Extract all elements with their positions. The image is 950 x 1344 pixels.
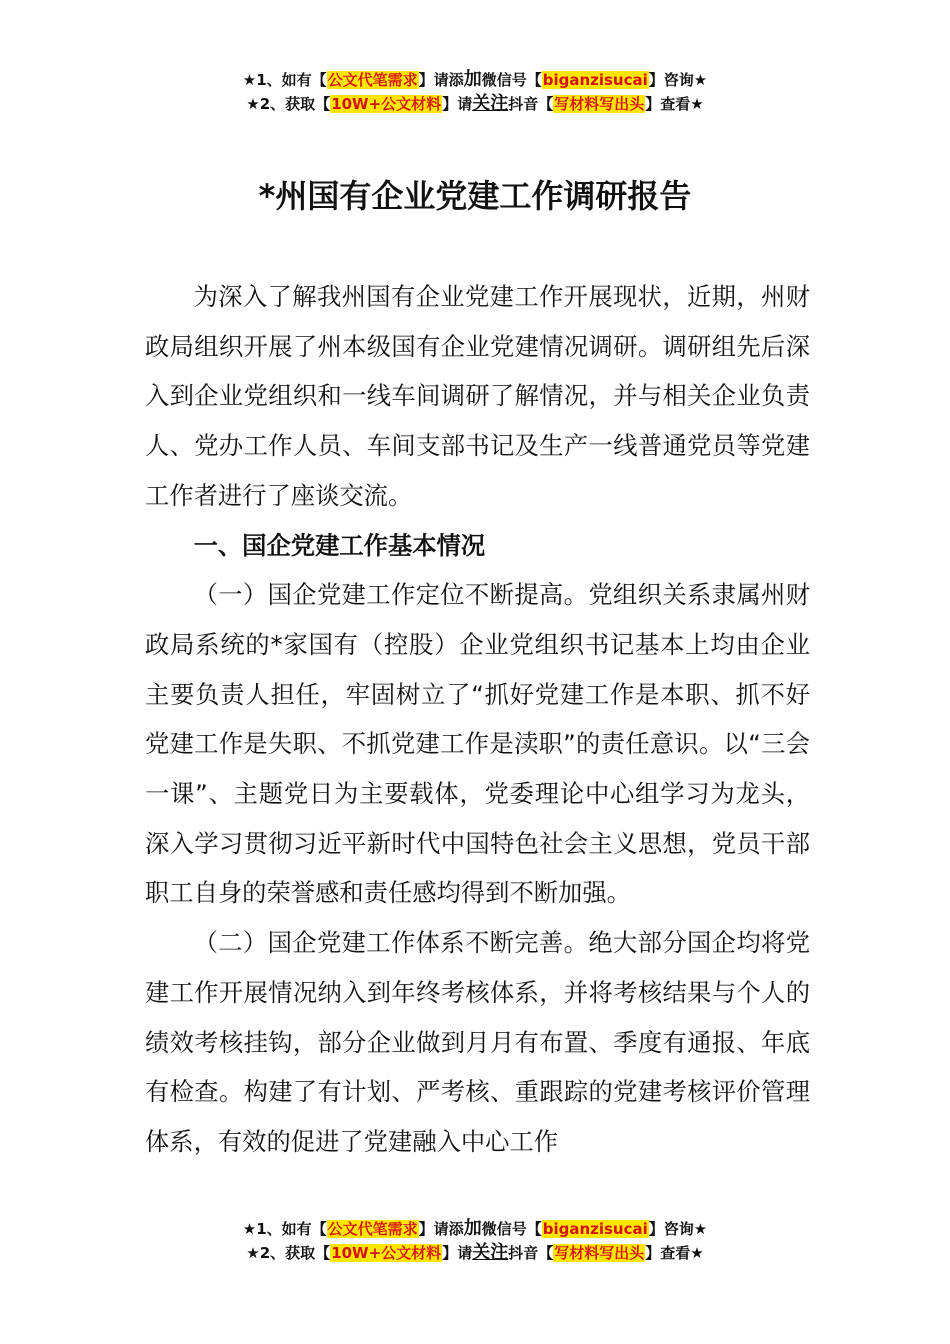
section-heading: 一、国企党建工作基本情况	[193, 530, 486, 560]
banner-text: 】请	[442, 1244, 473, 1262]
paragraph-intro: 为深入了解我州国有企业党建工作开展现状，近期，州财政局组织开展了州本级国有企业党建情况调研。调研组先后深入到企业党组织和一线车间调研了解情况，并与相关企业负责人、党办工作人员、车间支部书记及生产一线普通党员等党建工作者进行了座谈交流。	[145, 282, 810, 510]
footer-banner	[0, 1217, 950, 1265]
highlight-service: 公文代笔需求	[327, 71, 418, 89]
banner-line-2	[0, 1241, 950, 1265]
banner-line-2	[0, 92, 950, 116]
header-banner	[0, 68, 950, 116]
paragraph-item-1: （一）国企党建工作定位不断提高。党组织关系隶属州财政局系统的*家国有（控股）企业党组织书记基本上均由企业主要负责人担任，牢固树立了“抓好党建工作是本职、抓不好党建工作是失职、不抓党建工作是渎职”的责任意识。以“三会一课”、主题党日为主要载体，党委理论中心组学习为龙头，深入学习贯彻习近平新时代中国特色社会主义思想，党员干部职工自身的荣誉感和责任感均得到不断加强。	[145, 580, 810, 908]
banner-text: 抖音【	[508, 95, 554, 113]
banner-emphasis: 关注	[472, 1242, 509, 1263]
paragraph-item-2: （二）国企党建工作体系不断完善。绝大部分国企均将党建工作开展情况纳入到年终考核体系，并将考核结果与个人的绩效考核挂钩，部分企业做到月月有布置、季度有通报、年底有检查。构建了有计划、严考核、重跟踪的党建考核评价管理体系，有效的促进了党建融入中心工作	[145, 928, 810, 1156]
banner-text: ★2、获取【	[246, 95, 331, 113]
highlight-materials: 10W+公文材料	[331, 95, 442, 113]
banner-text: 】查看★	[645, 1244, 704, 1262]
banner-text: ★1、如有【	[242, 1220, 327, 1238]
banner-text: 抖音【	[508, 1244, 554, 1262]
banner-text: 微信号【	[481, 71, 542, 89]
banner-text: 】请	[442, 95, 473, 113]
highlight-wechat-id: biganzisucai	[542, 71, 648, 89]
highlight-service: 公文代笔需求	[327, 1220, 418, 1238]
banner-text: 微信号【	[481, 1220, 542, 1238]
banner-text: 】请添	[418, 1220, 464, 1238]
highlight-douyin-id: 写材料写出头	[554, 95, 645, 113]
document-body	[145, 272, 810, 1167]
banner-text: 】查看★	[645, 95, 704, 113]
document-title: *州国有企业党建工作调研报告	[258, 177, 692, 215]
banner-text: 】请添	[418, 71, 464, 89]
banner-text: 】咨询★	[648, 71, 708, 89]
banner-line-1	[0, 1217, 950, 1241]
highlight-materials: 10W+公文材料	[331, 1244, 442, 1262]
banner-text: ★1、如有【	[242, 71, 327, 89]
banner-emphasis: 加	[463, 1218, 482, 1239]
banner-text: ★2、获取【	[246, 1244, 331, 1262]
banner-emphasis: 加	[463, 69, 482, 90]
highlight-douyin-id: 写材料写出头	[554, 1244, 645, 1262]
banner-emphasis: 关注	[472, 93, 509, 114]
banner-line-1	[0, 68, 950, 92]
banner-text: 】咨询★	[648, 1220, 708, 1238]
highlight-wechat-id: biganzisucai	[542, 1220, 648, 1238]
